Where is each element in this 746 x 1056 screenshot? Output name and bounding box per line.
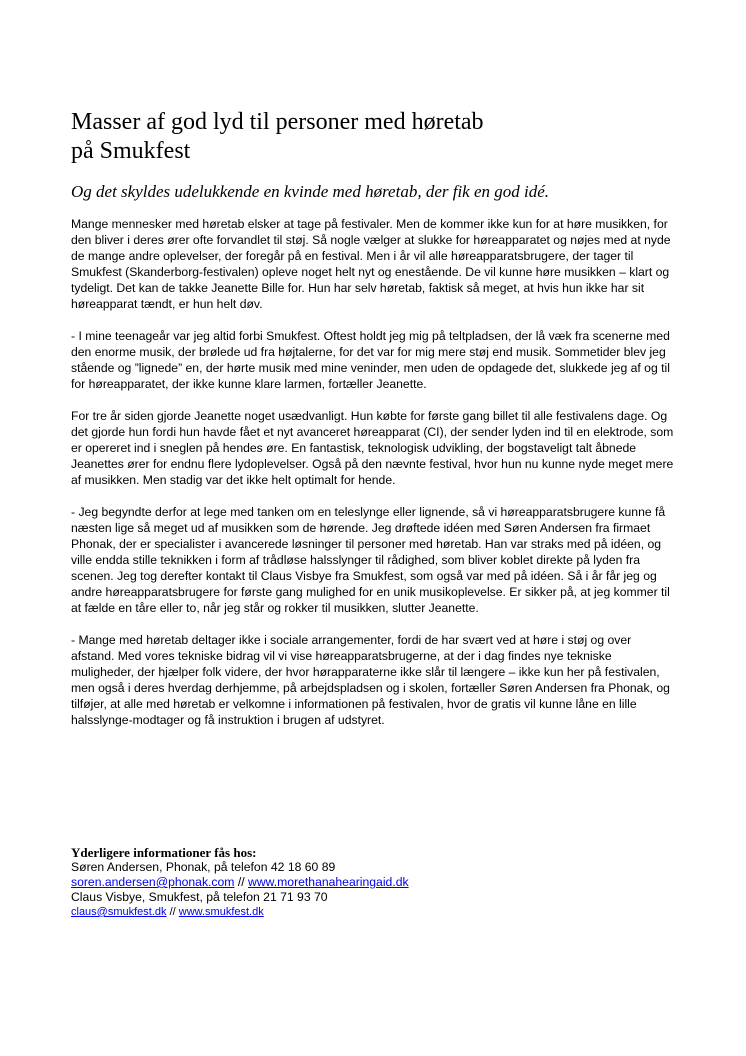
email-link-smukfest[interactable]: claus@smukfest.dk (71, 906, 167, 918)
page-title (71, 108, 671, 166)
link-separator: // (234, 875, 249, 889)
contact-line-phonak: Søren Andersen, Phonak, på telefon 42 18 60 89 (71, 860, 336, 874)
contact-line-smukfest: Claus Visbye, Smukfest, på telefon 21 71 93 70 (71, 890, 328, 904)
email-link-phonak[interactable]: soren.andersen@phonak.com (71, 875, 235, 889)
contact-links-smukfest (71, 905, 631, 920)
paragraph-2: - I mine teenageår var jeg altid forbi Smukfest. Oftest holdt jeg mig på teltpladsen, der lå væk fra scenerne med den enorme musik, der brølede ud fra højtalerne, for det var for mig mere støj end musik. Sommetider blev jeg stående og ”lignede” en, der hørte musik med mine veninder, men uden de opdagede det, slukkede jeg af og til for høreapparatet, der ikke kunne klare larmen, fortæller Jeanette. (71, 329, 670, 391)
link-separator: // (166, 906, 179, 918)
paragraph-4: - Jeg begyndte derfor at lege med tanken om en teleslynge eller lignende, så vi høreapparatsbrugere kunne få næsten lige så meget ud af musikken som de hørende. Jeg drøftede idéen med Søren Andersen fra firmaet Phonak, der er specialister i avancerede løsninger til personer med høretab. Han var straks med på idéen, og ville endda stille teknikken i form af trådløse halsslynger til rådighed, som bliver koblet direkte på lyden fra scenen. Jeg tog derefter kontakt til Claus Visbye fra Smukfest, som også var med på idéen. Så i år får jeg og andre høreapparatsbrugere for første gang mulighed for en unik musikoplevelse. Er sikker på, at jeg kommer til at fælde en tåre eller to, når jeg står og rokker til musikken, slutter Jeanette. (71, 505, 670, 615)
contact-links-phonak (71, 875, 631, 890)
contact-block (71, 845, 631, 920)
contact-heading: Yderligere informationer fås hos: (71, 845, 257, 860)
title-line-1: Masser af god lyd til personer med høretab (71, 109, 484, 135)
subtitle: Og det skyldes udelukkende en kvinde med høretab, der fik en god idé. (71, 182, 550, 201)
title-line-2: på Smukfest (71, 138, 191, 164)
paragraph-3: For tre år siden gjorde Jeanette noget usædvanligt. Hun købte for første gang billet til alle festivalens dage. Og det gjorde hun fordi hun havde fået et nyt avanceret høreapparat (CI), der sender lyden ind til en elektrode, som er opereret ind i sneglen på hendes øre. En fantastisk, teknologisk udvikling, der bogstaveligt talt åbnede Jeanettes ører for endnu flere lydoplevelser. Også på den nævnte festival, hvor hun nu kunne nyde meget mere af musikken. Men stadig var det ikke helt optimalt for hende. (71, 409, 674, 487)
paragraph-1: Mange mennesker med høretab elsker at tage på festivaler. Men de kommer ikke kun for at høre musikken, for den bliver i deres ører ofte forvandlet til støj. Så nogle vælger at slukke for høreapparatet og nøjes med at nyde de mange andre oplevelser, der foregår på en festival. Men i år vil alle høreapparatsbrugere, der tager til Smukfest (Skanderborg-festivalen) opleve noget helt nyt og enestående. De vil kunne høre musikken – klart og tydeligt. Det kan de takke Jeanette Bille for. Hun har selv høretab, faktisk så meget, at hvis hun ikke har sit høreapparat tændt, er hun helt døv. (71, 217, 671, 311)
paragraph-5: - Mange med høretab deltager ikke i sociale arrangementer, fordi de har svært ved at høre i støj og over afstand. Med vores tekniske bidrag vil vi vise høreapparatsbrugerne, at der i dag findes nye tekniske muligheder, der hjælper folk videre, der hvor hørapparaterne ikke slår til længere – ikke kun her på festivalen, men også i deres hverdag derhjemme, på arbejdspladsen og i skolen, fortæller Søren Andersen fra Phonak, og tilføjer, at alle med høretab er velkomne i informationen på festivalen, hvor de gratis vil kunne låne en lille halsslynge-modtager og få instruktion i brugen af udstyret. (71, 633, 670, 727)
web-link-morethanahearingaid[interactable]: www.morethanahearingaid.dk (248, 875, 409, 889)
web-link-smukfest[interactable]: www.smukfest.dk (178, 906, 264, 918)
article-body (71, 216, 677, 744)
